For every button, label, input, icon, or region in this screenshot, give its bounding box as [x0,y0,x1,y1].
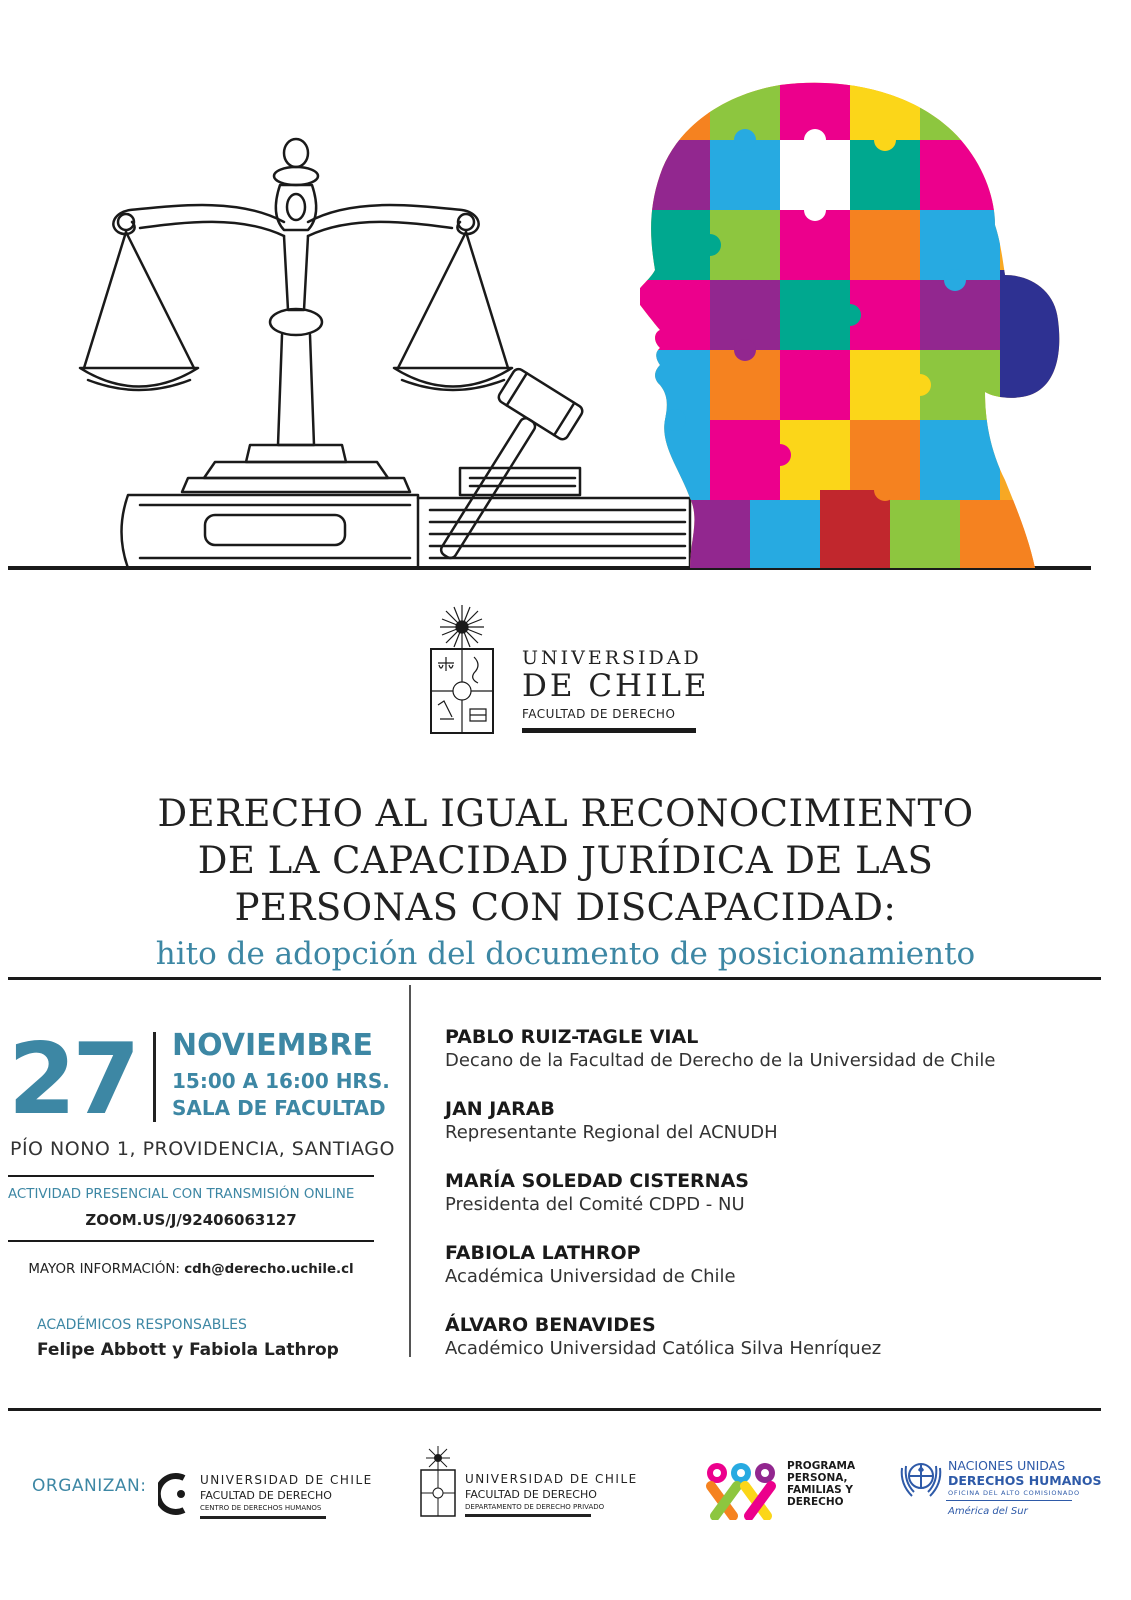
speaker-role: Representante Regional del ACNUDH [445,1122,778,1143]
more-info-label: MAYOR INFORMACIÓN: [28,1262,180,1277]
speaker-name: FABIOLA LATHROP [445,1242,641,1264]
c-mark-icon [158,1472,190,1516]
un-human-rights-icon [898,1454,944,1500]
org3-line3: FAMILIAS Y [787,1484,853,1496]
divider-top [8,977,1101,980]
org4-line2: DERECHOS HUMANOS [948,1473,1102,1488]
speaker-role: Académico Universidad Católica Silva Henríquez [445,1338,882,1359]
org-logo-naciones-unidas [898,1452,1102,1526]
org-logo-programa-familias [703,1458,863,1522]
speaker-name: ÁLVARO BENAVIDES [445,1314,656,1336]
org1-line1: UNIVERSIDAD DE CHILE [200,1473,373,1487]
divider-vertical [409,985,411,1357]
org3-line4: DERECHO [787,1496,844,1508]
speaker-item [445,1241,1105,1313]
event-subtitle: hito de adopción del documento de posicionamiento [155,936,976,972]
title-line-1: DERECHO AL IGUAL RECONOCIMIENTO [157,792,974,835]
org3-line2: PERSONA, [787,1472,848,1484]
speaker-role: Decano de la Facultad de Derecho de la Universidad de Chile [445,1050,996,1071]
colorful-pattern-icon [703,1460,779,1520]
divider-bottom [8,1408,1101,1411]
academics-names: Felipe Abbott y Fabiola Lathrop [37,1340,339,1360]
title-line-3: PERSONAS CON DISCAPACIDAD: [234,886,897,929]
hero-illustration [0,0,1131,585]
org3-line1: PROGRAMA [787,1460,856,1472]
university-crest-icon [420,1446,456,1518]
logo-line-facultad: FACULTAD DE DERECHO [522,707,676,721]
online-label: ACTIVIDAD PRESENCIAL CON TRANSMISIÓN ONLINE [8,1187,355,1202]
title-line-2: DE LA CAPACIDAD JURÍDICA DE LAS [197,839,934,882]
speaker-role: Presidenta del Comité CDPD - NU [445,1194,745,1215]
org4-line4: América del Sur [948,1506,1028,1517]
speaker-name: PABLO RUIZ-TAGLE VIAL [445,1026,699,1048]
speaker-item [445,1169,1105,1241]
speaker-name: MARÍA SOLEDAD CISTERNAS [445,1170,749,1192]
event-month: NOVIEMBRE [172,1028,373,1063]
org4-line1: NACIONES UNIDAS [948,1458,1066,1473]
org4-rule [946,1500,1072,1501]
org2-line1: UNIVERSIDAD DE CHILE [465,1472,638,1486]
date-separator [153,1032,156,1122]
event-room: SALA DE FACULTAD [172,1096,386,1120]
speakers-list [445,1025,1105,1385]
logo-line-de-chile: DE CHILE [522,668,710,704]
org2-line3: DEPARTAMENTO DE DERECHO PRIVADO [465,1503,605,1511]
org2-underline [465,1514,591,1517]
org4-line3: OFICINA DEL ALTO COMISIONADO [948,1489,1080,1497]
event-address: PÍO NONO 1, PROVIDENCIA, SANTIAGO [10,1138,395,1160]
zoom-link[interactable]: ZOOM.US/J/92406063127 [85,1211,297,1229]
speaker-name: JAN JARAB [445,1098,555,1120]
contact-email[interactable]: cdh@derecho.uchile.cl [184,1262,354,1277]
logo-line-universidad: UNIVERSIDAD [522,647,702,669]
org-logo-depto-privado [420,1446,638,1520]
organizers-label: ORGANIZAN: [32,1476,147,1496]
logo-underline [522,728,696,733]
speaker-item [445,1313,1105,1385]
org1-underline [200,1516,326,1519]
university-crest-icon [430,605,494,737]
event-day: 27 [8,1023,137,1137]
org1-line2: FACULTAD DE DERECHO [200,1489,332,1502]
scales-of-justice-icon [80,139,690,577]
org2-line2: FACULTAD DE DERECHO [465,1488,597,1501]
org-logo-centro-ddhh [158,1470,373,1522]
universidad-de-chile-logo [430,605,710,745]
divider-left-1 [8,1175,374,1177]
org1-line3: CENTRO DE DERECHOS HUMANOS [200,1504,322,1512]
speaker-item [445,1025,1105,1097]
more-info [8,1262,374,1277]
event-title [40,790,1091,976]
event-time: 15:00 A 16:00 HRS. [172,1069,390,1093]
speaker-role: Académica Universidad de Chile [445,1266,736,1287]
divider-left-2 [8,1240,374,1242]
academics-label: ACADÉMICOS RESPONSABLES [37,1317,247,1333]
puzzle-head-icon [640,70,1070,580]
speaker-item [445,1097,1105,1169]
